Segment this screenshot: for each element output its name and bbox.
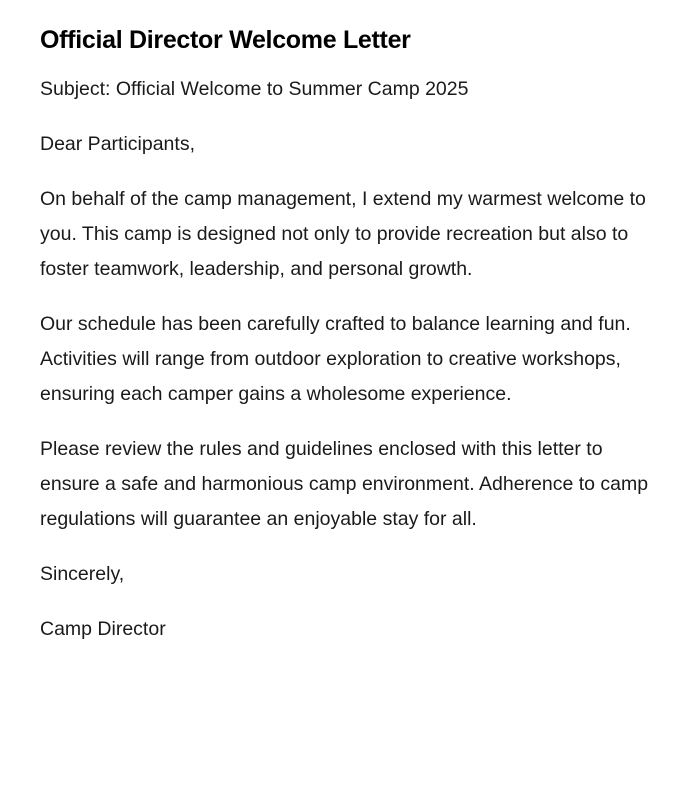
body-paragraph: Our schedule has been carefully crafted to balance learning and fun. Activities will range from outdoor exploration to creative workshops, ensuring each camper gains a wholesome experience. bbox=[40, 313, 631, 405]
letter-title: Official Director Welcome Letter bbox=[40, 26, 411, 54]
body-paragraph: On behalf of the camp management, I extend my warmest welcome to you. This camp is designed not only to provide recreation but also to foster teamwork, leadership, and personal growth. bbox=[40, 188, 646, 280]
closing: Sincerely, bbox=[40, 563, 125, 585]
subject-line: Subject: Official Welcome to Summer Camp 2025 bbox=[40, 78, 469, 100]
greeting: Dear Participants, bbox=[40, 133, 195, 155]
signature: Camp Director bbox=[40, 618, 166, 640]
body-paragraph: Please review the rules and guidelines enclosed with this letter to ensure a safe and harmonious camp environment. Adherence to camp regulations will guarantee an enjoyable stay for all. bbox=[40, 438, 649, 530]
letter bbox=[40, 22, 665, 667]
